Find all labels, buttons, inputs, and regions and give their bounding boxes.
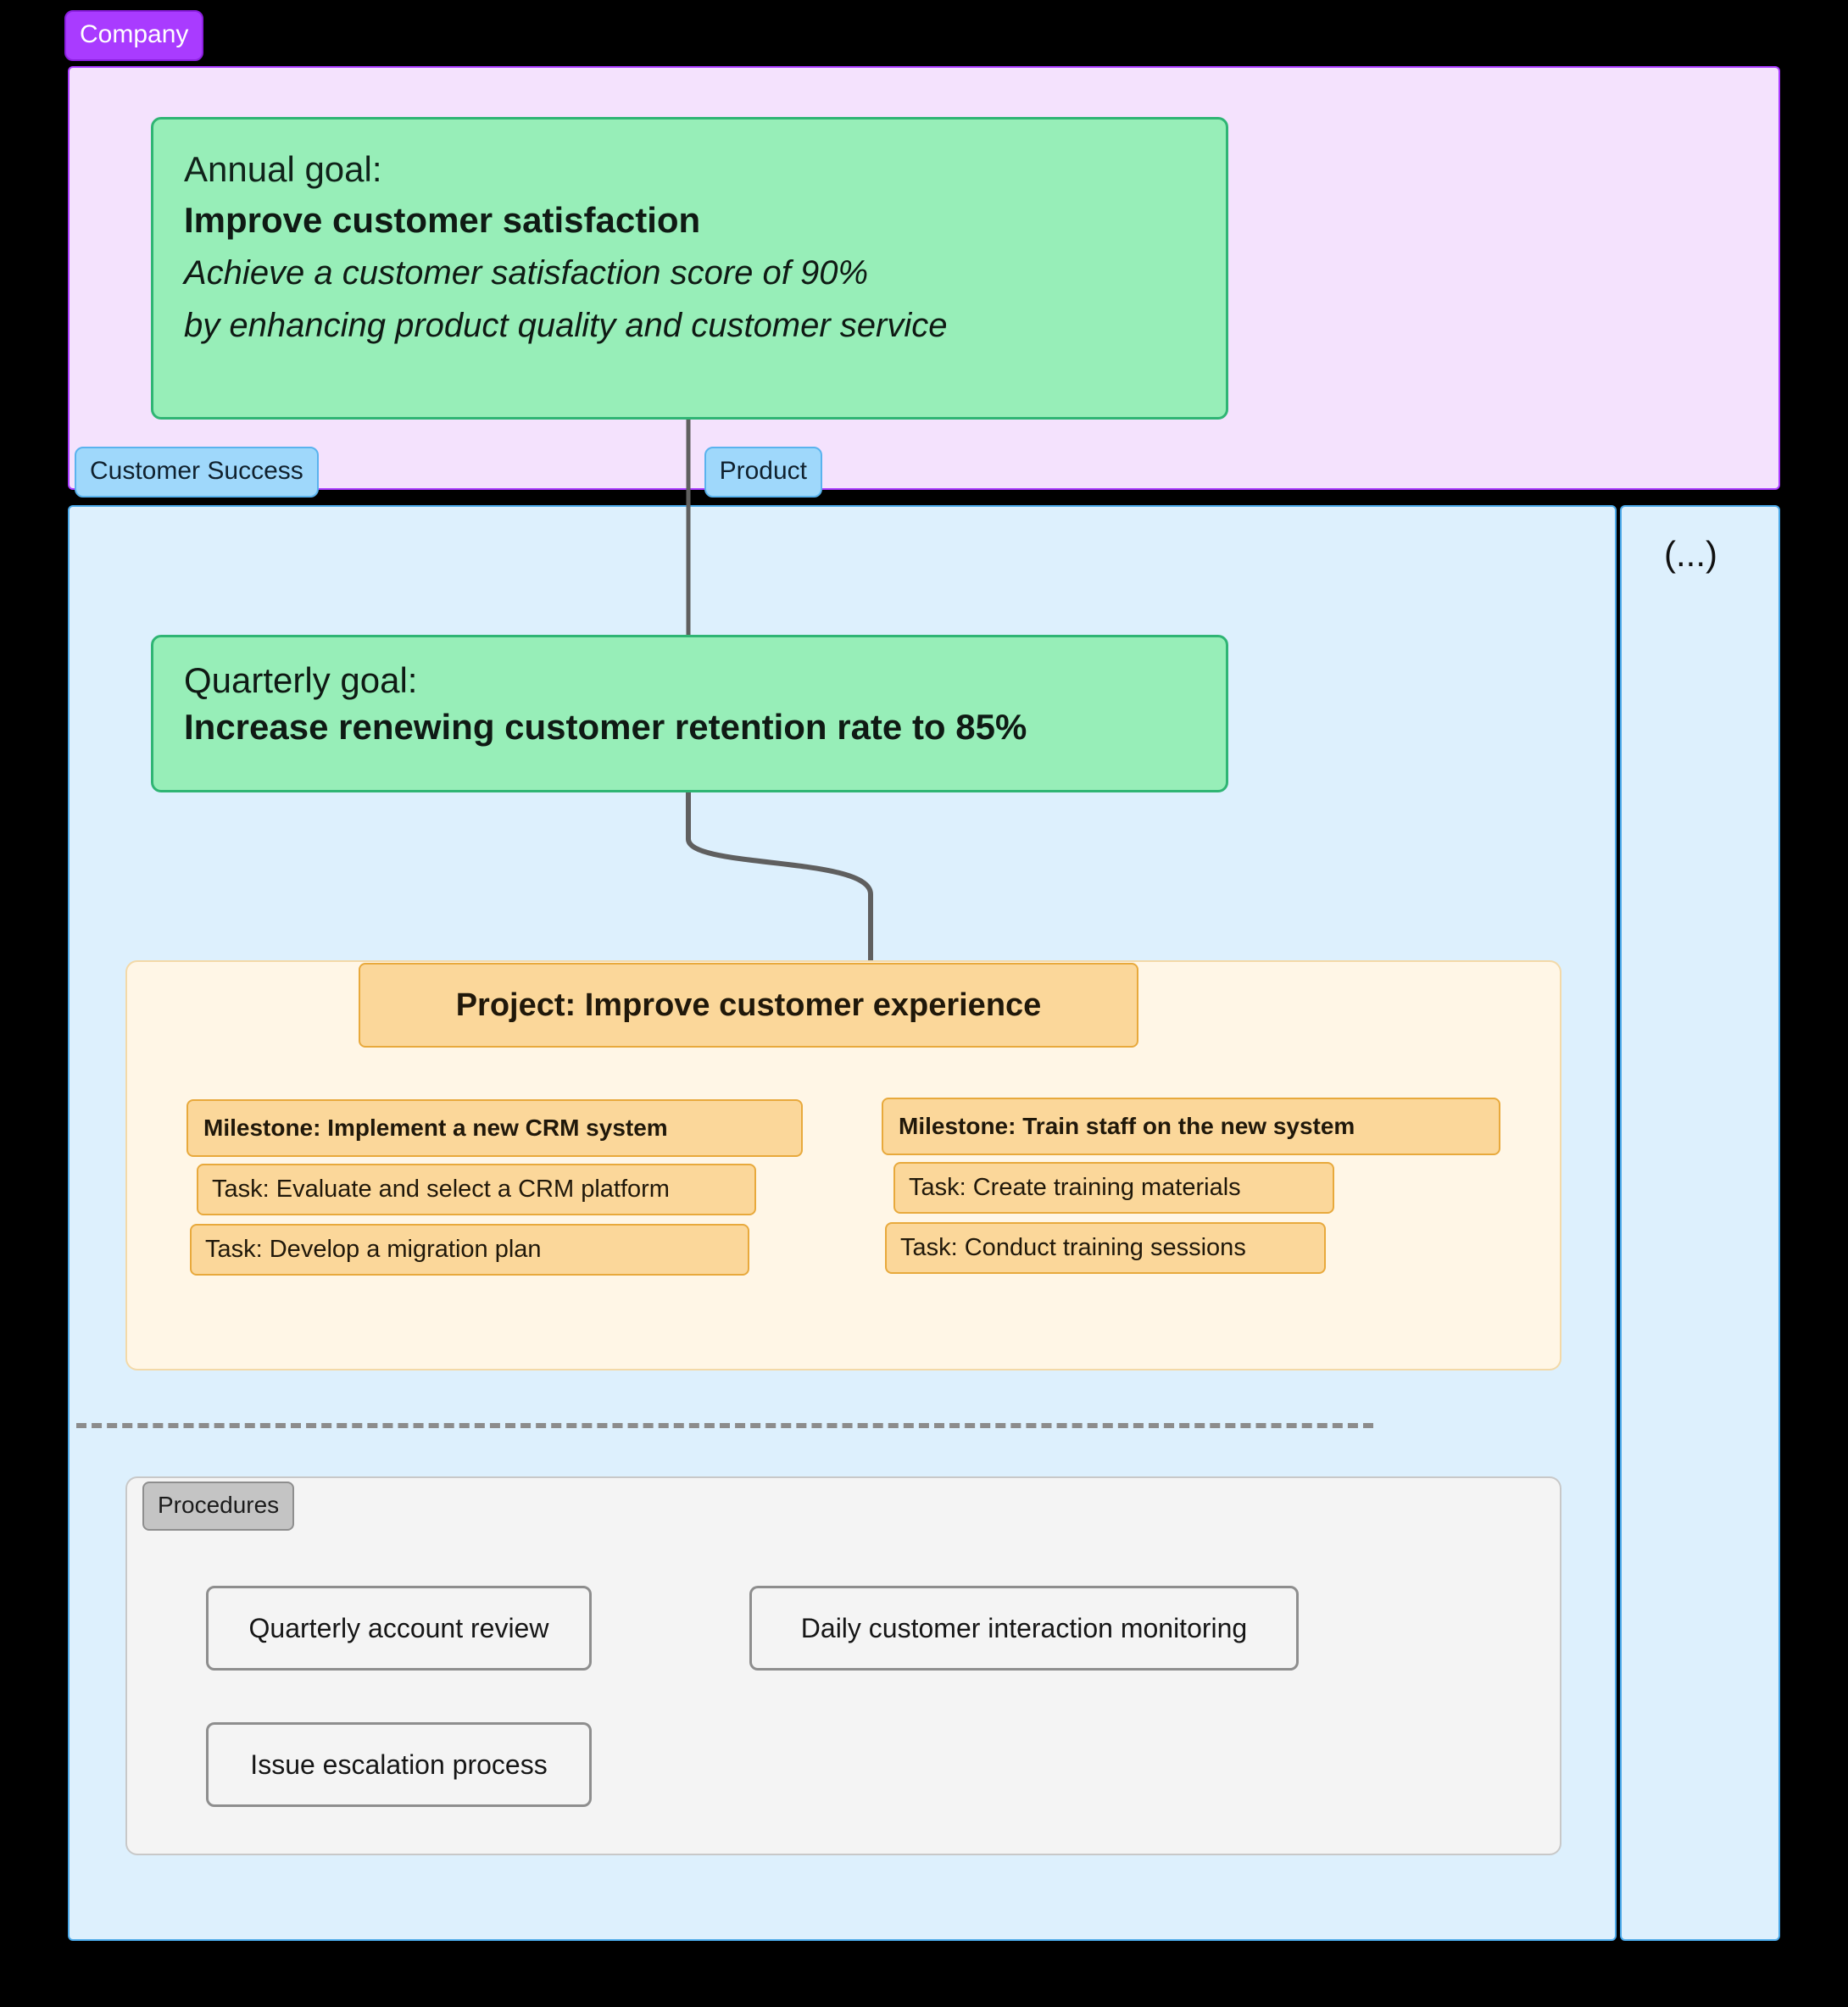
task-item[interactable]: Task: Evaluate and select a CRM platform bbox=[197, 1164, 756, 1215]
milestone-group-2 bbox=[882, 1098, 1500, 1274]
section-divider bbox=[76, 1423, 1373, 1428]
annual-goal-title: Improve customer satisfaction bbox=[184, 199, 701, 240]
quarterly-goal-title: Increase renewing customer retention rate to 85% bbox=[184, 707, 1027, 748]
annual-goal-description-line1: Achieve a customer satisfaction score of 90% bbox=[184, 254, 869, 292]
product-collapsed-ellipsis[interactable]: (...) bbox=[1664, 534, 1717, 574]
task-item[interactable]: Task: Conduct training sessions bbox=[885, 1222, 1326, 1274]
procedure-item[interactable]: Daily customer interaction monitoring bbox=[749, 1586, 1299, 1671]
procedure-item[interactable]: Quarterly account review bbox=[206, 1586, 592, 1671]
annual-goal-label: Annual goal: bbox=[184, 149, 382, 189]
project-title[interactable]: Project: Improve customer experience bbox=[359, 963, 1138, 1048]
task-item[interactable]: Task: Develop a migration plan bbox=[190, 1224, 749, 1276]
annual-goal-card[interactable] bbox=[151, 117, 1228, 420]
company-tag[interactable]: Company bbox=[64, 10, 203, 61]
team-tag-product[interactable]: Product bbox=[704, 447, 822, 498]
quarterly-goal-card[interactable] bbox=[151, 635, 1228, 792]
milestone-group-1 bbox=[186, 1099, 803, 1276]
milestone-title-2[interactable]: Milestone: Train staff on the new system bbox=[882, 1098, 1500, 1155]
task-item[interactable]: Task: Create training materials bbox=[893, 1162, 1334, 1214]
procedures-tag[interactable]: Procedures bbox=[142, 1482, 294, 1531]
procedure-item[interactable]: Issue escalation process bbox=[206, 1722, 592, 1807]
team-tag-customer-success[interactable]: Customer Success bbox=[75, 447, 319, 498]
annual-goal-description-line2: by enhancing product quality and customer service bbox=[184, 306, 948, 344]
quarterly-goal-label: Quarterly goal: bbox=[184, 660, 418, 700]
milestone-title-1[interactable]: Milestone: Implement a new CRM system bbox=[186, 1099, 803, 1157]
team-container-product bbox=[1620, 505, 1780, 1941]
